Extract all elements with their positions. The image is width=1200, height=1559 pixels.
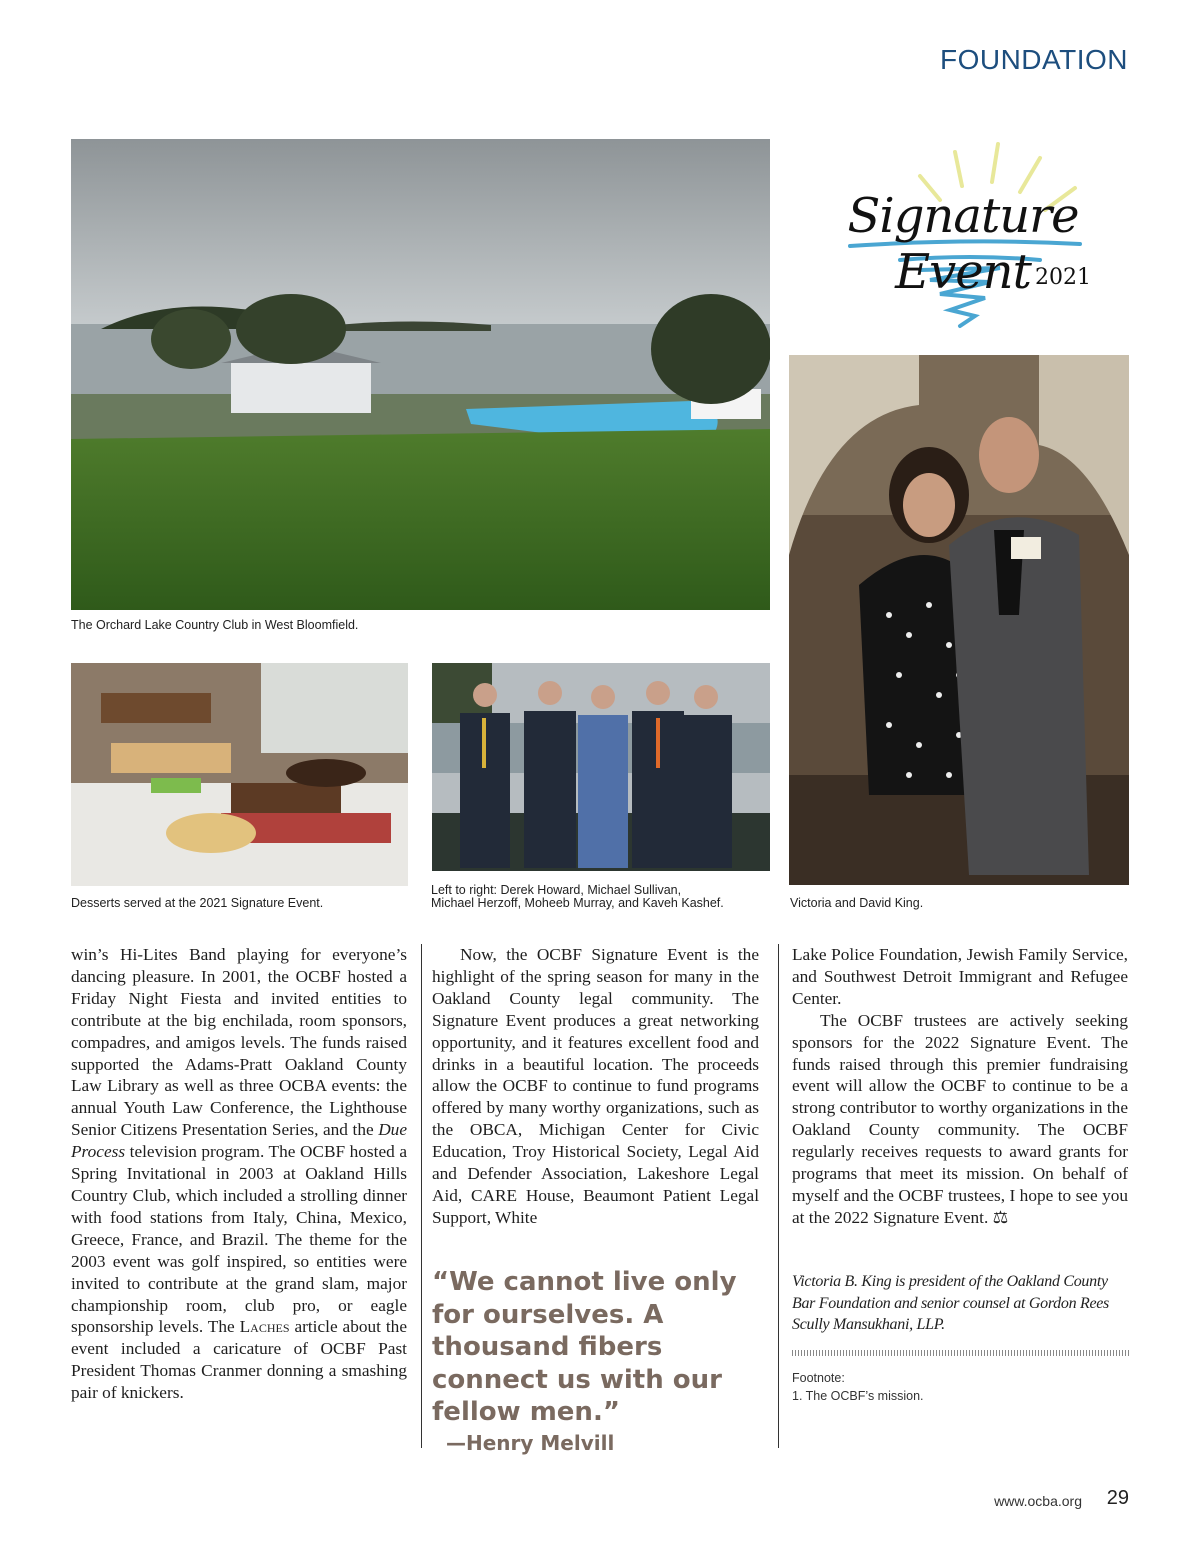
group-photo-illustration bbox=[432, 663, 770, 871]
couple-photo bbox=[789, 355, 1129, 885]
column-3-paragraph-2: The OCBF trustees are actively seeking sponsors for the 2022 Signature Event. The funds raised through this premier fundraising event will allow the OCBF to continue to be a strong contributor to worthy organizations in the Oakland County community. The OCBF regularly receives requests to award grants for programs that meet its mission. On behalf of myself and the OCBF trustees, I hope to see you at the 2022 Signature Event. ⚖ bbox=[792, 1010, 1128, 1227]
article-column-1 bbox=[71, 944, 407, 1404]
couple-photo-caption: Victoria and David King. bbox=[790, 896, 924, 910]
col1-publication-name: Laches bbox=[239, 1317, 290, 1337]
column-1-paragraph bbox=[71, 944, 407, 1404]
desserts-photo-caption: Desserts served at the 2021 Signature Event. bbox=[71, 896, 324, 910]
signature-event-logo bbox=[790, 138, 1130, 338]
col1-text-c: television program. The OCBF hosted a Spring Invitational in 2003 at Oakland Hills Country Club, which included a strolling dinner with food stations from Italy, China, Mexico, Greece, France, and Brazil. The theme for the 2003 event was golf inspired, so entities were invited to contribute at the grand slam, major championship room, club pro, or eagle sponsorship levels. The bbox=[71, 1142, 407, 1337]
logo-title: Signature Event bbox=[847, 188, 1079, 300]
club-photo bbox=[71, 139, 770, 610]
desserts-photo-illustration bbox=[71, 663, 408, 886]
section-header: FOUNDATION bbox=[939, 44, 1128, 75]
page-number: 29 bbox=[1106, 1487, 1129, 1509]
footnote-divider bbox=[792, 1350, 1130, 1356]
logo-year: 2021 bbox=[1035, 265, 1091, 290]
club-photo-caption: The Orchard Lake Country Club in West Bloomfield. bbox=[71, 618, 359, 632]
column-divider-2 bbox=[778, 944, 779, 1448]
article-column-2 bbox=[432, 944, 759, 1229]
group-photo-caption bbox=[431, 884, 724, 910]
pull-quote: “We cannot live only for ourselves. A thousand fibers connect us with our fellow men.” bbox=[432, 1267, 737, 1427]
group-caption-line-2: Michael Herzoff, Moheeb Murray, and Kaveh Kashef. bbox=[431, 896, 724, 910]
col1-text-e: article about the event included a caricature of OCBF Past President Thomas Cranmer donning a smashing pair of knickers. bbox=[71, 1317, 407, 1403]
couple-photo-illustration bbox=[789, 355, 1129, 885]
author-bio: Victoria B. King is president of the Oakland County Bar Foundation and senior counsel at Gordon Rees Scully Mansukhani, LLP. bbox=[792, 1273, 1109, 1333]
column-3-paragraph-1: Lake Police Foundation, Jewish Family Service, and Southwest Detroit Immigrant and Refugee Center. bbox=[792, 945, 1128, 1008]
column-2-paragraph: Now, the OCBF Signature Event is the highlight of the spring season for many in the Oakland County legal community. The Signature Event produces a great networking opportunity, and it features excellent food and drinks in a beautiful location. The proceeds allow the OCBF to continue to fund programs offered by many worthy organizations, such as the OBCA, Michigan Center for Civic Education, Troy Historical Society, Legal Aid and Defender Association, Lakeshore Legal Aid, CARE House, Beaumont Patient Legal Support, White bbox=[432, 945, 759, 1227]
club-photo-illustration bbox=[71, 139, 770, 610]
col1-program-name: Due Process bbox=[71, 1120, 407, 1162]
desserts-photo bbox=[71, 663, 408, 886]
footer-url: www.ocba.org bbox=[994, 1493, 1082, 1509]
pull-quote-author: —Henry Melvill bbox=[446, 1431, 615, 1455]
footnote-item-1: 1. The OCBF’s mission. bbox=[792, 1389, 924, 1403]
col1-text-a: win’s Hi-Lites Band playing for everyone’s dancing pleasure. In 2001, the OCBF hosted a Friday Night Fiesta and invited entities to contribute at the big enchilada, room sponsors, compadres, and amigos levels. The funds raised supported the Adams-Pratt Oakland County Law Library as well as three OCBA events: the annual Youth Law Conference, the Lighthouse Senior Citizens Presentation Series, and the bbox=[71, 945, 407, 1140]
group-photo bbox=[432, 663, 770, 871]
column-divider-1 bbox=[421, 944, 422, 1448]
footnote-block bbox=[792, 1369, 924, 1405]
footnote-label: Footnote: bbox=[792, 1371, 845, 1385]
article-column-3 bbox=[792, 944, 1128, 1229]
group-caption-line-1: Left to right: Derek Howard, Michael Sullivan, bbox=[431, 883, 682, 897]
